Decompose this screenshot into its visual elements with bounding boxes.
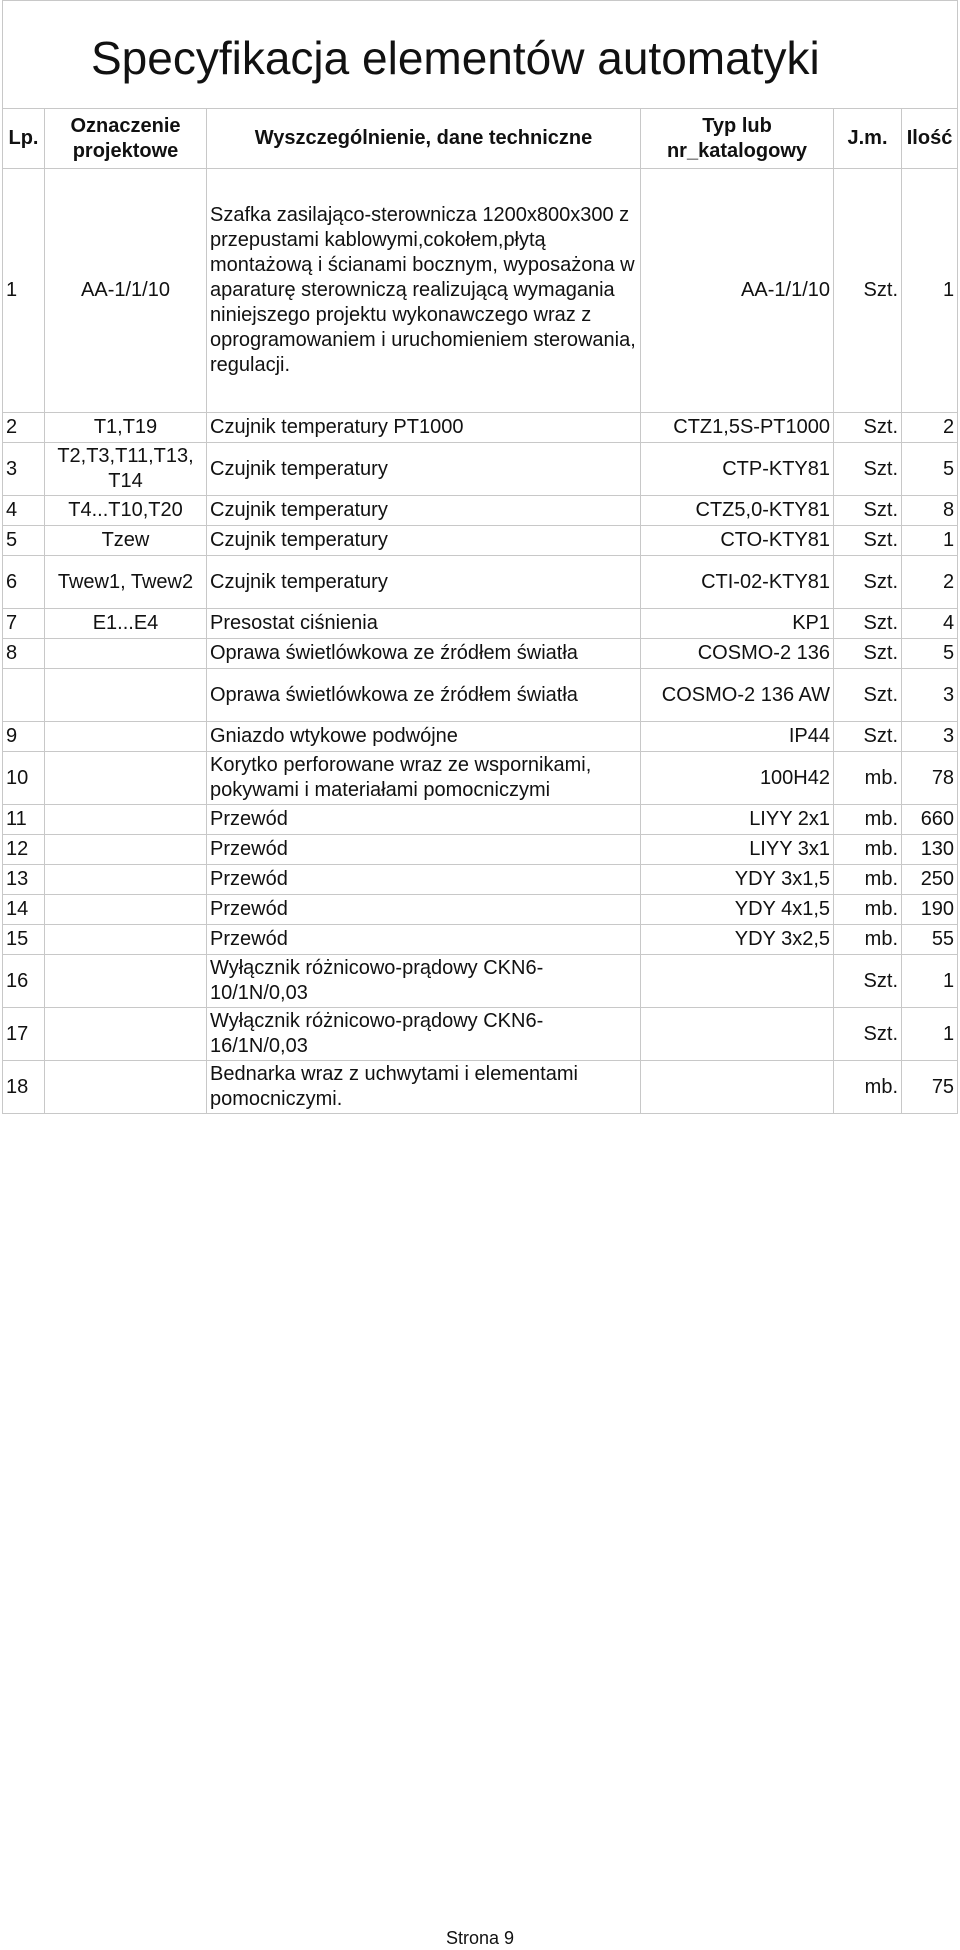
row-oznaczenie <box>45 895 207 925</box>
row-typ: LIYY 3x1 <box>641 835 834 865</box>
row-lp: 12 <box>3 835 45 865</box>
header-jm: J.m. <box>834 109 902 169</box>
row-lp: 9 <box>3 722 45 752</box>
row-opis: Presostat ciśnienia <box>207 609 641 639</box>
row-typ: YDY 3x2,5 <box>641 925 834 955</box>
table-row <box>3 1061 958 1114</box>
row-typ: CTO-KTY81 <box>641 526 834 556</box>
row-opis: Czujnik temperatury <box>207 526 641 556</box>
table-row <box>3 609 958 639</box>
row-typ: YDY 4x1,5 <box>641 895 834 925</box>
row-jm: Szt. <box>834 1008 902 1061</box>
row-oznaczenie <box>45 955 207 1008</box>
table-row <box>3 669 958 722</box>
row-opis: Gniazdo wtykowe podwójne <box>207 722 641 752</box>
row-ilosc: 1 <box>902 955 958 1008</box>
row-opis: Czujnik temperatury <box>207 556 641 609</box>
row-opis: Czujnik temperatury <box>207 496 641 526</box>
row-opis: Korytko perforowane wraz ze wspornikami, pokywami i materiałami pomocniczymi <box>207 752 641 805</box>
row-opis: Przewód <box>207 835 641 865</box>
row-typ: IP44 <box>641 722 834 752</box>
row-oznaczenie <box>45 639 207 669</box>
row-lp: 17 <box>3 1008 45 1061</box>
row-oznaczenie <box>45 805 207 835</box>
row-jm: Szt. <box>834 955 902 1008</box>
row-oznaczenie <box>45 925 207 955</box>
header-wyszczegolnienie: Wyszczególnienie, dane techniczne <box>207 109 641 169</box>
header-row <box>3 109 958 169</box>
row-opis: Przewód <box>207 865 641 895</box>
row-lp: 11 <box>3 805 45 835</box>
header-lp: Lp. <box>3 109 45 169</box>
row-jm: mb. <box>834 1061 902 1114</box>
row-oznaczenie <box>45 669 207 722</box>
row-typ: YDY 3x1,5 <box>641 865 834 895</box>
row-ilosc: 78 <box>902 752 958 805</box>
table-row <box>3 496 958 526</box>
row-ilosc: 3 <box>902 669 958 722</box>
row-lp: 1 <box>3 169 45 413</box>
row-typ <box>641 955 834 1008</box>
row-ilosc: 4 <box>902 609 958 639</box>
row-lp: 7 <box>3 609 45 639</box>
row-lp: 2 <box>3 413 45 443</box>
row-jm: Szt. <box>834 556 902 609</box>
row-ilosc: 55 <box>902 925 958 955</box>
table-row <box>3 639 958 669</box>
row-ilosc: 190 <box>902 895 958 925</box>
row-typ: AA-1/1/10 <box>641 169 834 413</box>
row-opis: Przewód <box>207 925 641 955</box>
table-row <box>3 925 958 955</box>
row-typ: 100H42 <box>641 752 834 805</box>
row-typ: COSMO-2 136 AW <box>641 669 834 722</box>
row-typ <box>641 1061 834 1114</box>
row-lp: 4 <box>3 496 45 526</box>
row-opis: Wyłącznik różnicowo-prądowy CKN6-16/1N/0,03 <box>207 1008 641 1061</box>
row-lp: 18 <box>3 1061 45 1114</box>
row-oznaczenie <box>45 722 207 752</box>
row-typ: COSMO-2 136 <box>641 639 834 669</box>
row-ilosc: 1 <box>902 1008 958 1061</box>
table-row <box>3 955 958 1008</box>
row-lp: 15 <box>3 925 45 955</box>
row-opis: Oprawa świetlówkowa ze źródłem światła <box>207 669 641 722</box>
table-row <box>3 413 958 443</box>
row-oznaczenie <box>45 835 207 865</box>
row-jm: mb. <box>834 925 902 955</box>
row-jm: Szt. <box>834 413 902 443</box>
row-ilosc: 660 <box>902 805 958 835</box>
row-lp: 10 <box>3 752 45 805</box>
row-jm: Szt. <box>834 526 902 556</box>
row-oznaczenie <box>45 1008 207 1061</box>
row-ilosc: 250 <box>902 865 958 895</box>
row-opis: Wyłącznik różnicowo-prądowy CKN6-10/1N/0,03 <box>207 955 641 1008</box>
row-oznaczenie <box>45 1061 207 1114</box>
row-typ: CTI-02-KTY81 <box>641 556 834 609</box>
row-ilosc: 2 <box>902 556 958 609</box>
page-title: Specyfikacja elementów automatyki <box>91 32 820 84</box>
row-opis: Przewód <box>207 805 641 835</box>
table-row <box>3 556 958 609</box>
row-oznaczenie: T2,T3,T11,T13, T14 <box>45 443 207 496</box>
table-row <box>3 752 958 805</box>
table-row <box>3 865 958 895</box>
row-ilosc: 1 <box>902 526 958 556</box>
specification-table <box>2 0 958 1114</box>
row-typ: CTZ1,5S-PT1000 <box>641 413 834 443</box>
row-jm: Szt. <box>834 669 902 722</box>
row-lp: 14 <box>3 895 45 925</box>
row-lp <box>3 669 45 722</box>
row-lp: 16 <box>3 955 45 1008</box>
row-oznaczenie <box>45 752 207 805</box>
row-ilosc: 3 <box>902 722 958 752</box>
table-row <box>3 526 958 556</box>
header-ilosc: Ilość <box>902 109 958 169</box>
row-jm: Szt. <box>834 169 902 413</box>
row-jm: Szt. <box>834 722 902 752</box>
row-ilosc: 1 <box>902 169 958 413</box>
header-typ: Typ lub nr_katalogowy <box>641 109 834 169</box>
row-opis: Szafka zasilająco-sterownicza 1200x800x300 z przepustami kablowymi,cokołem,płytą montażową i ścianami bocznym, wyposażona w aparaturę sterowniczą realizującą wymagania niniejszego projektu wykonawczego wraz z oprogramowaniem i uruchomieniem sterowania, regulacji. <box>207 169 641 413</box>
row-jm: mb. <box>834 752 902 805</box>
row-oznaczenie: Twew1, Twew2 <box>45 556 207 609</box>
row-opis: Oprawa świetlówkowa ze źródłem światła <box>207 639 641 669</box>
header-oznaczenie: Oznaczenie projektowe <box>45 109 207 169</box>
row-jm: Szt. <box>834 496 902 526</box>
row-oznaczenie: T1,T19 <box>45 413 207 443</box>
row-lp: 6 <box>3 556 45 609</box>
row-jm: Szt. <box>834 639 902 669</box>
row-ilosc: 8 <box>902 496 958 526</box>
row-jm: mb. <box>834 805 902 835</box>
row-ilosc: 2 <box>902 413 958 443</box>
row-oznaczenie: AA-1/1/10 <box>45 169 207 413</box>
row-opis: Czujnik temperatury PT1000 <box>207 413 641 443</box>
row-opis: Przewód <box>207 895 641 925</box>
row-typ: CTZ5,0-KTY81 <box>641 496 834 526</box>
row-jm: mb. <box>834 835 902 865</box>
row-oznaczenie: E1...E4 <box>45 609 207 639</box>
row-opis: Bednarka wraz z uchwytami i elementami pomocniczymi. <box>207 1061 641 1114</box>
row-oznaczenie: Tzew <box>45 526 207 556</box>
row-jm: Szt. <box>834 609 902 639</box>
row-jm: mb. <box>834 895 902 925</box>
row-typ: KP1 <box>641 609 834 639</box>
table-row <box>3 1008 958 1061</box>
row-ilosc: 75 <box>902 1061 958 1114</box>
row-typ <box>641 1008 834 1061</box>
row-jm: mb. <box>834 865 902 895</box>
row-ilosc: 130 <box>902 835 958 865</box>
row-lp: 13 <box>3 865 45 895</box>
row-ilosc: 5 <box>902 443 958 496</box>
table-row <box>3 805 958 835</box>
table-row <box>3 722 958 752</box>
row-ilosc: 5 <box>902 639 958 669</box>
row-typ: LIYY 2x1 <box>641 805 834 835</box>
row-oznaczenie <box>45 865 207 895</box>
row-lp: 8 <box>3 639 45 669</box>
row-lp: 3 <box>3 443 45 496</box>
table-row <box>3 443 958 496</box>
row-jm: Szt. <box>834 443 902 496</box>
table-row <box>3 895 958 925</box>
row-typ: CTP-KTY81 <box>641 443 834 496</box>
row-oznaczenie: T4...T10,T20 <box>45 496 207 526</box>
table-row <box>3 835 958 865</box>
table-row <box>3 169 958 413</box>
row-lp: 5 <box>3 526 45 556</box>
page-number: Strona 9 <box>445 1928 515 1948</box>
row-opis: Czujnik temperatury <box>207 443 641 496</box>
